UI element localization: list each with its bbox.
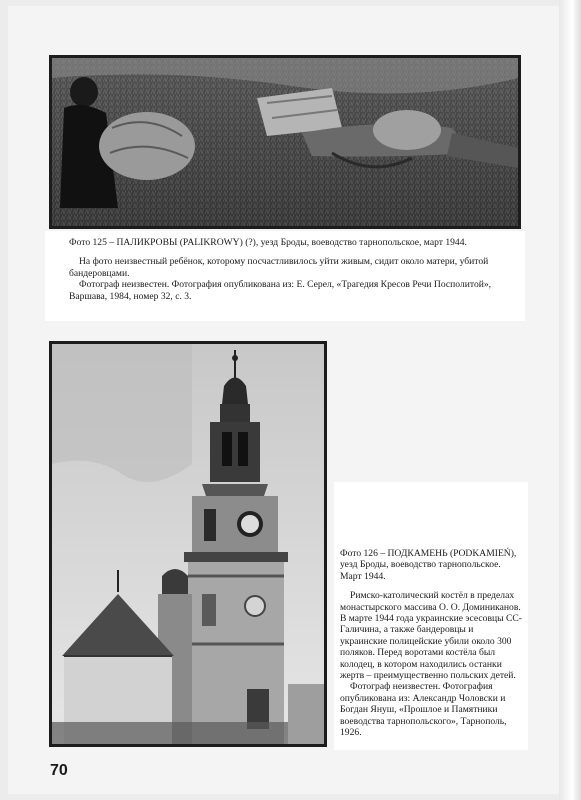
photo-126-caption-title: Фото 126 – ПОДКАМЕНЬ (PODKAMIEŃ), уезд Броды, воеводство тарнопольское. Март 1944. bbox=[340, 548, 517, 582]
photo-125-caption bbox=[45, 231, 525, 321]
photo-126 bbox=[49, 341, 327, 747]
photo-125 bbox=[49, 55, 521, 229]
photo-126-caption-source: Фотограф неизвестен. Фотография опубликована из: Александр Чоловски и Богдан Януш, «Прошлое и Памятники воеводства тарнопольского», Тарнополь, 1926. bbox=[340, 681, 507, 739]
photo-126-image bbox=[52, 344, 324, 744]
photo-125-caption-title: Фото 125 – ПАЛИКРОВЫ (PALIKROWY) (?), уезд Броды, воеводство тарнопольское, март 1944. bbox=[69, 237, 467, 248]
photo-126-caption bbox=[334, 482, 528, 750]
photo-126-caption-description: Римско-католический костёл в пределах монастырского массива О. О. Доминиканов. В марте 1944 года украинские эсесовцы СС-Галичина, а также бандеровцы и украинские полицейские убили около 300 поляков. Перед воротами костёла был колодец, в котором находились останки жертв – преимущественно польских детей. bbox=[340, 590, 522, 682]
photo-125-caption-description: На фото неизвестный ребёнок, которому посчастливилось уйти живым, сидит около матери, убитой бандеровцами. bbox=[69, 256, 489, 279]
photo-125-caption-source: Фотограф неизвестен. Фотография опубликована из: Е. Серел, «Трагедия Кресов Речи Посполитой», Варшава, 1984, номер 32, с. 3. bbox=[69, 279, 492, 302]
photo-125-image bbox=[52, 58, 518, 226]
page-edge bbox=[559, 0, 581, 800]
page-number: 70 bbox=[50, 762, 68, 779]
